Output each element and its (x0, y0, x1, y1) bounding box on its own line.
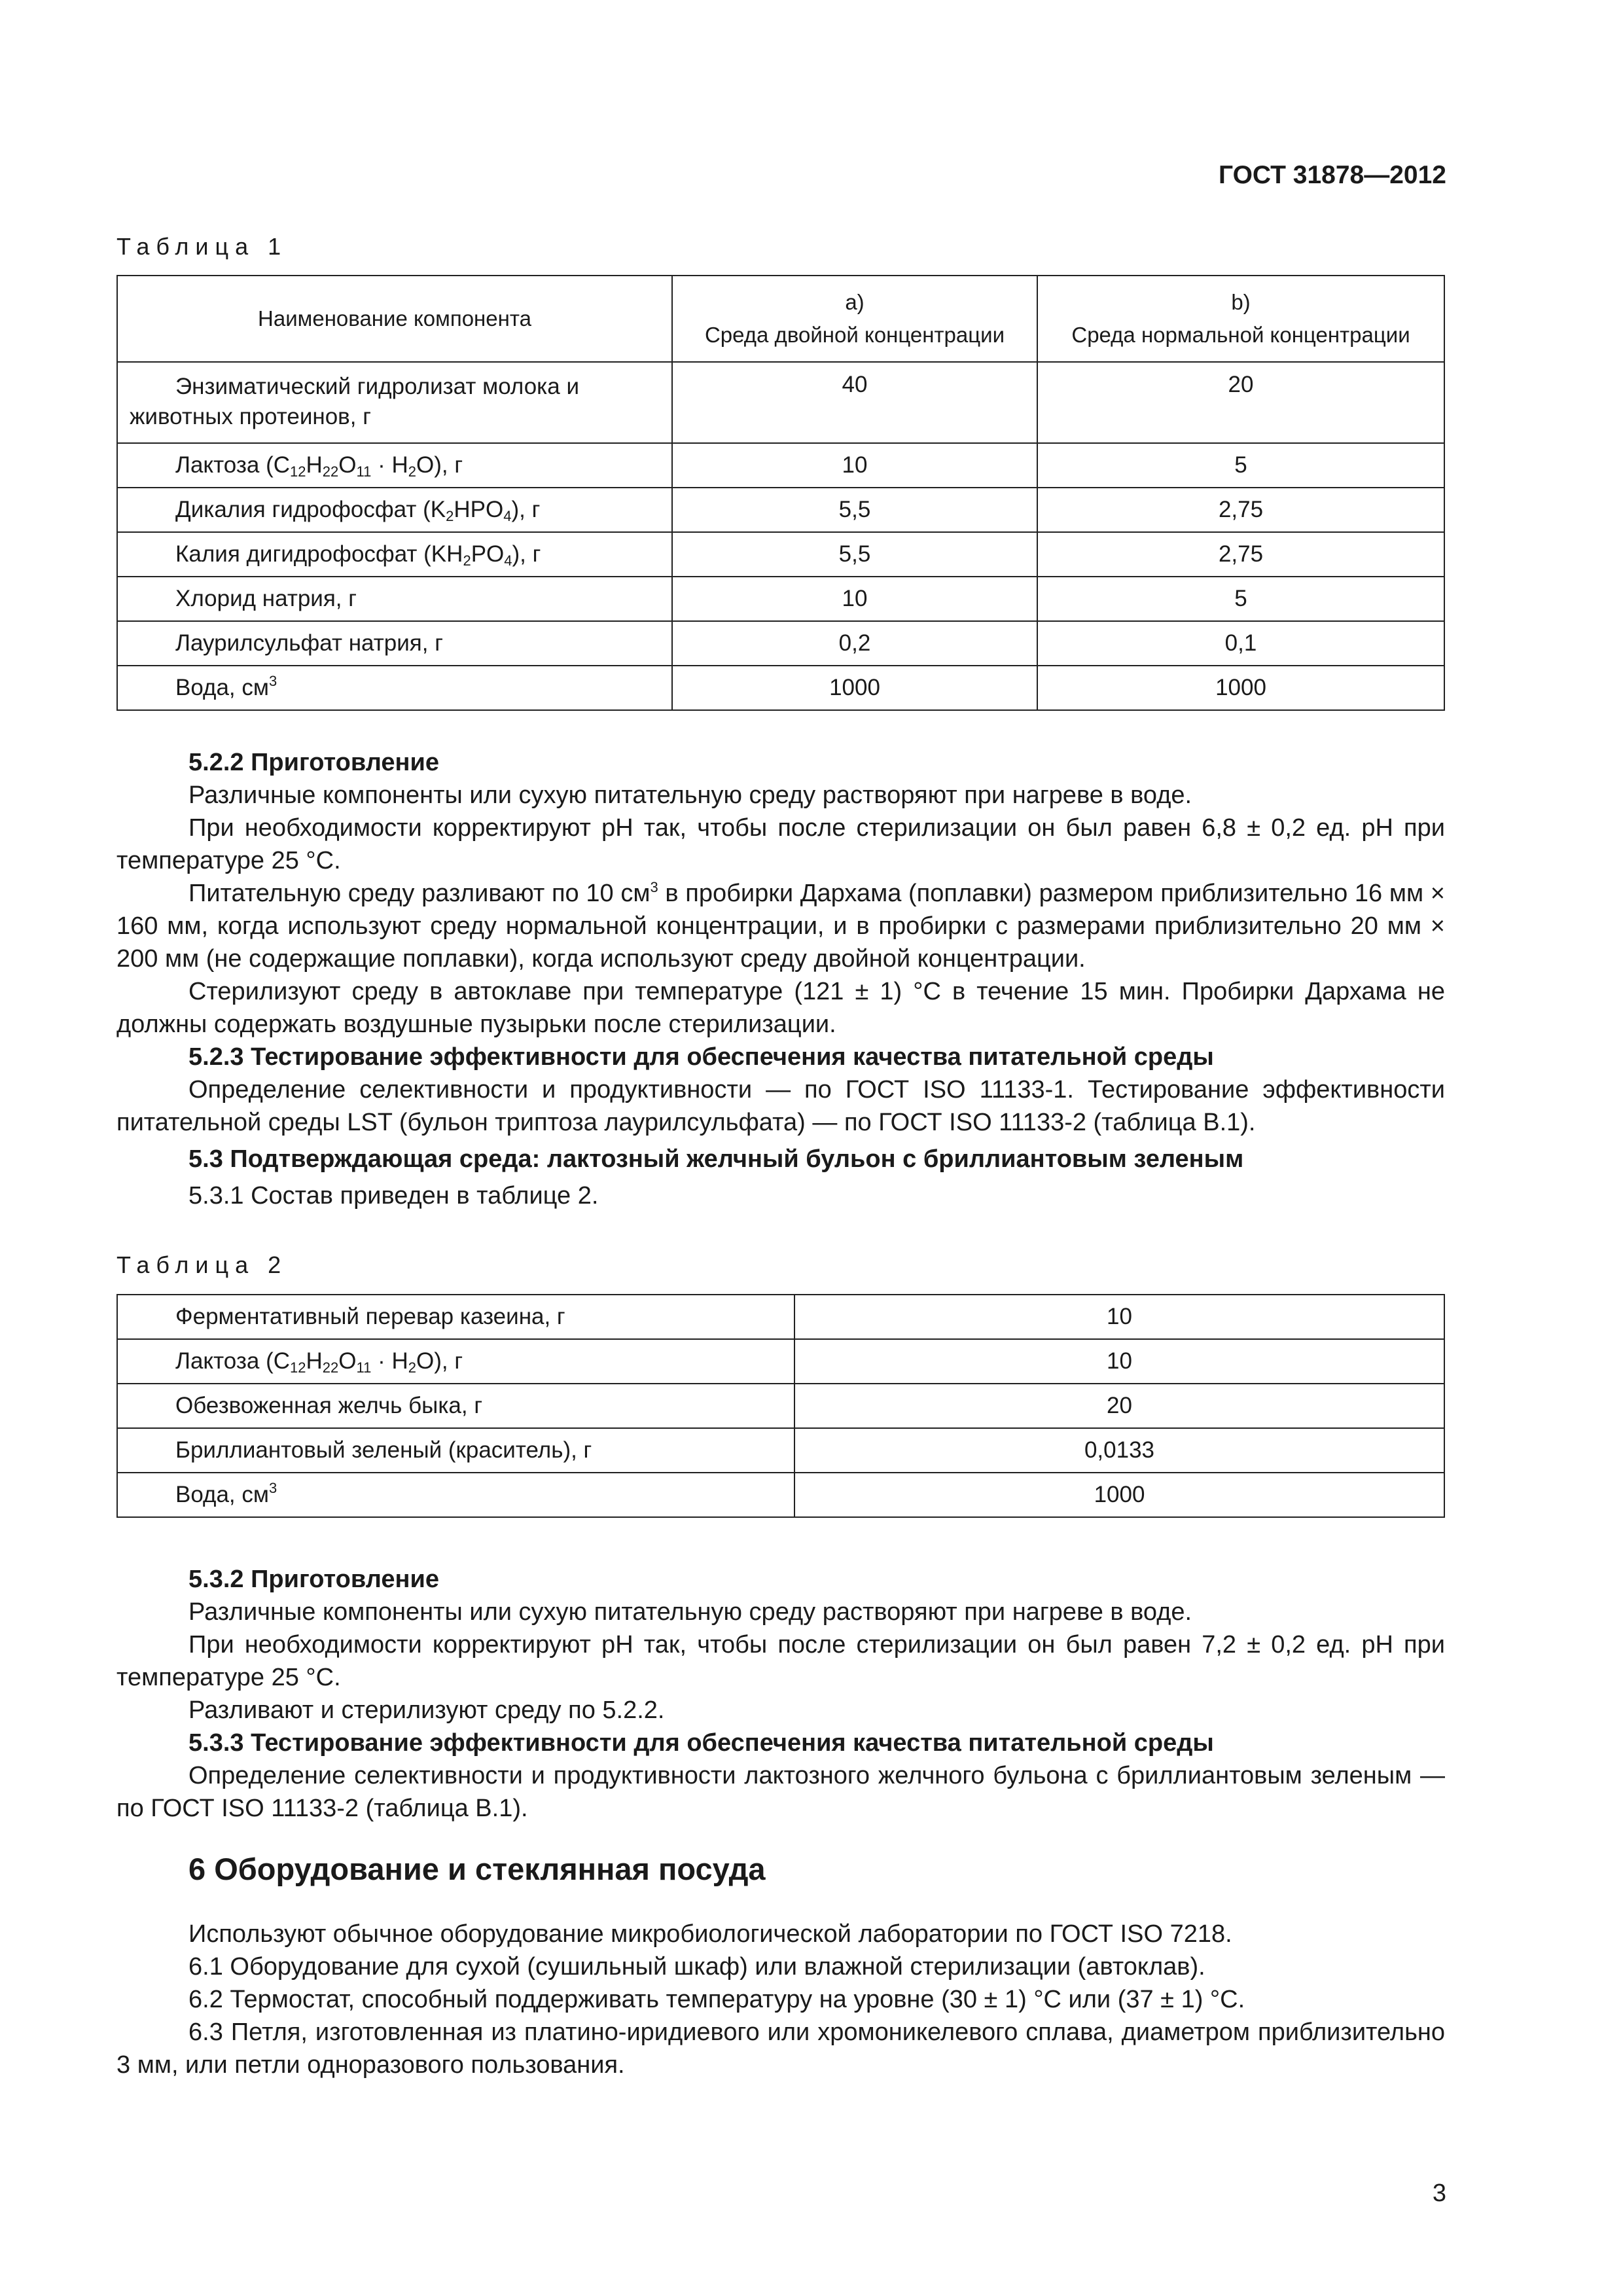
paragraph: Определение селективности и продуктивности лактозного желчного бульона с бриллиантовым зеленым — по ГОСТ ISO 11133-2 (таблица В.1). (116, 1762, 1445, 1822)
table1-cell-name: Энзиматический гидролизат молока и животных протеинов, г (117, 362, 672, 443)
paragraph: При необходимости корректируют pH так, чтобы после стерилизации он был равен 6,8 ± 0,2 ед. pH при температуре 25 °С. (116, 814, 1445, 874)
paragraph: 6.3 Петля, изготовленная из платино-иридиевого или хромоникелевого сплава, диаметром приблизительно 3 мм, или петли одноразового пользования. (116, 2018, 1445, 2079)
table2-cell-name: Вода, $см^3$ (117, 1473, 794, 1517)
section-heading: 5.3 Подтверждающая среда: лактозный желчный бульон с бриллиантовым зеленым (188, 1145, 1244, 1173)
table1-cell-b: 5 (1037, 443, 1444, 488)
table1-cell-a: 5,5 (672, 532, 1037, 577)
section-5-2-2-to-5-3 (116, 746, 1445, 1212)
table2-cell-value: 20 (794, 1384, 1444, 1428)
table1-cell-a: 10 (672, 577, 1037, 621)
table1-cell-name: Лактоза $(C_{12}H_{22}O_{11} \cdot H_2O)$, г (117, 443, 672, 488)
table-row (117, 1339, 1444, 1384)
paragraph: Разливают и стерилизуют среду по 5.2.2. (188, 1696, 665, 1724)
table2-cell-value: 1000 (794, 1473, 1444, 1517)
table1-cell-a: 0,2 (672, 621, 1037, 666)
table1-cell-b: 1000 (1037, 666, 1444, 710)
table2-cell-name: Лактоза $(C_{12}H_{22}O_{11} \cdot H_2O)$, г (117, 1339, 794, 1384)
table2-cell-value: 10 (794, 1295, 1444, 1339)
table1-cell-name: Лаурилсульфат натрия, г (117, 621, 672, 666)
table-row (117, 1384, 1444, 1428)
table1-cell-b: 5 (1037, 577, 1444, 621)
table1-header-name: Наименование компонента (117, 276, 672, 362)
table1-cell-name: Дикалия гидрофосфат $(K_2HPO_4)$, г (117, 488, 672, 532)
section-5-3-2-to-5-3-3 (116, 1563, 1445, 1825)
table2-cell-value: 0,0133 (794, 1428, 1444, 1473)
table1-cell-name: Калия дигидрофосфат $(KH_2PO_4)$, г (117, 532, 672, 577)
paragraph: Питательную среду разливают по 10 $см^3$ в пробирки Дархама (поплавки) размером приблизительно 16 мм × 160 мм, когда используют среду нормальной концентрации, и в пробирки с размерами приблизительно 20 мм × 200 мм (не содержащие поплавки), когда используют среду двойной концентрации. (116, 879, 1445, 973)
table1-header-a-label: Среда двойной концентрации (704, 323, 1005, 347)
table1-header-b-letter: b) (1231, 290, 1251, 314)
paragraph: Используют обычное оборудование микробиологической лаборатории по ГОСТ ISO 7218. (188, 1920, 1232, 1948)
section-6-body (116, 1918, 1445, 2081)
table1-cell-b: 20 (1037, 362, 1444, 443)
table1-caption: Таблица 1 (116, 233, 288, 260)
table2-cell-name: Бриллиантовый зеленый (краситель), г (117, 1428, 794, 1473)
paragraph: 6.2 Термостат, способный поддерживать температуру на уровне (30 ± 1) °С или (37 ± 1) °С. (188, 1986, 1245, 2013)
table2-caption: Таблица 2 (116, 1251, 288, 1278)
table1-cell-a: 5,5 (672, 488, 1037, 532)
table2-cell-value: 10 (794, 1339, 1444, 1384)
paragraph: Стерилизуют среду в автоклаве при температуре (121 ± 1) °С в течение 15 мин. Пробирки Дархама не должны содержать воздушные пузырьки после стерилизации. (116, 978, 1445, 1038)
paragraph: 6.1 Оборудование для сухой (сушильный шкаф) или влажной стерилизации (автоклав). (188, 1953, 1205, 1981)
paragraph: 5.3.1 Состав приведен в таблице 2. (188, 1182, 599, 1210)
table1-header-a-letter: a) (845, 290, 865, 314)
paragraph: При необходимости корректируют pH так, чтобы после стерилизации он был равен 7,2 ± 0,2 ед. pH при температуре 25 °С. (116, 1631, 1445, 1691)
table1-cell-name: Вода, $см^3$ (117, 666, 672, 710)
section-heading: 5.2.2 Приготовление (188, 749, 439, 776)
section-heading: 5.3.2 Приготовление (188, 1566, 439, 1593)
table1-cell-b: 2,75 (1037, 488, 1444, 532)
table1-header-b-label: Среда нормальной концентрации (1071, 323, 1410, 347)
page-number: 3 (1432, 2179, 1446, 2207)
table1-cell-a: 40 (672, 362, 1037, 443)
paragraph: Определение селективности и продуктивности — по ГОСТ ISO 11133-1. Тестирование эффективности питательной среды LST (бульон триптоза лаурилсульфата) — по ГОСТ ISO 11133-2 (таблица В.1). (116, 1076, 1445, 1136)
table2 (116, 1294, 1445, 1518)
table2-cell-name: Ферментативный перевар казеина, г (117, 1295, 794, 1339)
table-row (117, 621, 1444, 666)
table-row (117, 666, 1444, 710)
table-row (117, 1428, 1444, 1473)
paragraph: Различные компоненты или сухую питательную среду растворяют при нагреве в воде. (188, 781, 1192, 809)
table-row (117, 532, 1444, 577)
section-6-heading: 6 Оборудование и стеклянная посуда (188, 1852, 766, 1886)
table1 (116, 275, 1445, 711)
table1-header-a (672, 276, 1037, 362)
section-heading: 5.2.3 Тестирование эффективности для обеспечения качества питательной среды (188, 1043, 1214, 1071)
table2-cell-name: Обезвоженная желчь быка, г (117, 1384, 794, 1428)
table-row (117, 362, 1444, 443)
table-row (117, 577, 1444, 621)
section-heading: 5.3.3 Тестирование эффективности для обеспечения качества питательной среды (188, 1729, 1214, 1757)
table-row (117, 488, 1444, 532)
table-row (117, 1473, 1444, 1517)
table1-header-row (117, 276, 1444, 362)
paragraph: Различные компоненты или сухую питательную среду растворяют при нагреве в воде. (188, 1598, 1192, 1626)
table1-header-b (1037, 276, 1444, 362)
table1-cell-b: 2,75 (1037, 532, 1444, 577)
table1-cell-a: 10 (672, 443, 1037, 488)
table-row (117, 1295, 1444, 1339)
standard-designation: ГОСТ 31878—2012 (1219, 161, 1446, 189)
table1-cell-a: 1000 (672, 666, 1037, 710)
table1-cell-b: 0,1 (1037, 621, 1444, 666)
table-row (117, 443, 1444, 488)
table1-cell-name: Хлорид натрия, г (117, 577, 672, 621)
